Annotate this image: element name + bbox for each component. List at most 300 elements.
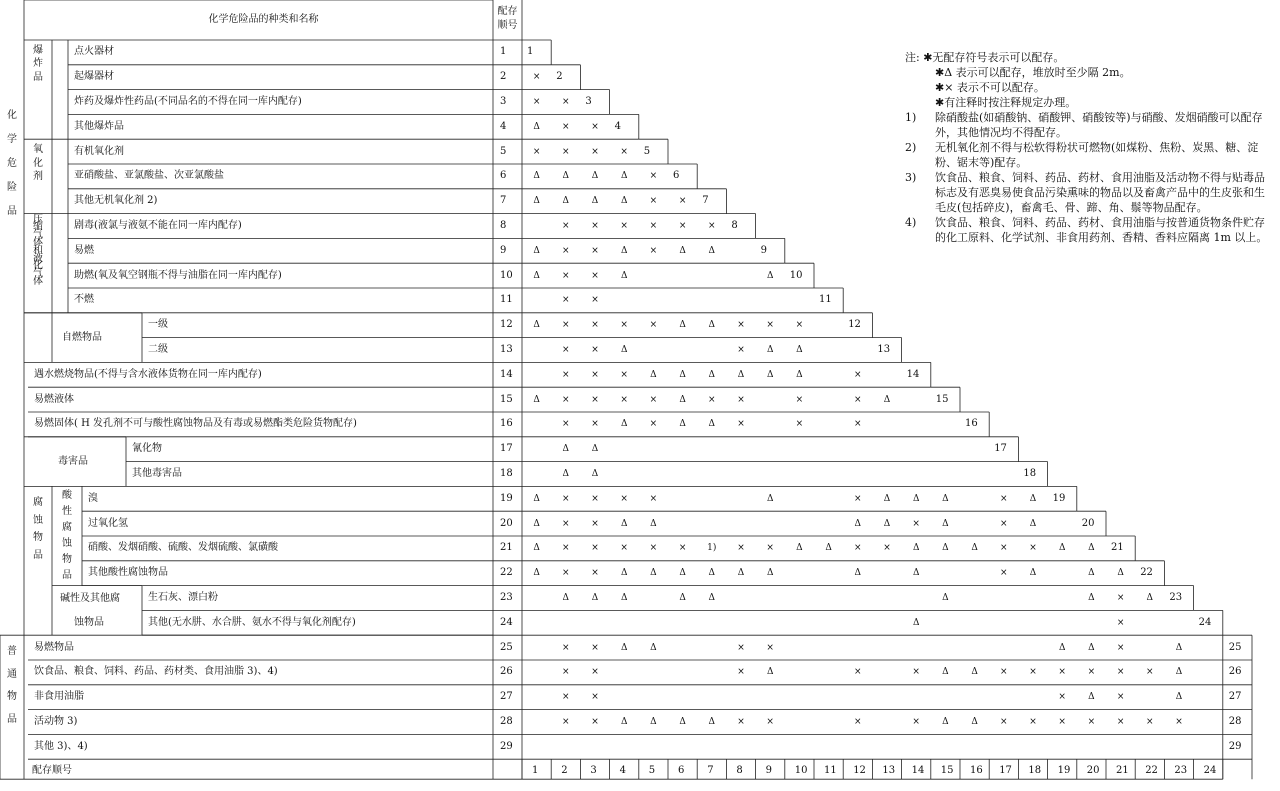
compat-mark: × <box>649 543 658 554</box>
notes-legend-1: 注: ✱无配存符号表示可以配存。 <box>905 51 1065 64</box>
compat-mark: Δ <box>912 493 920 504</box>
compat-mark: Δ <box>766 493 774 504</box>
row-name: 剧毒(液氯与液氨不能在同一库内配存) <box>74 220 242 231</box>
compat-mark: Δ <box>562 469 570 479</box>
note-item-2: 2) 无机氧化剂不得与松软得粉状可燃物(如煤粉、焦粉、炭黑、糖、淀粉、锯末等)配存。 <box>905 141 1259 169</box>
diagonal-number: 2 <box>556 71 563 83</box>
row-name: 其他 3)、4) <box>34 740 88 752</box>
compat-mark: × <box>591 642 599 653</box>
compat-mark: Δ <box>1029 493 1037 504</box>
compat-mark: Δ <box>737 568 745 579</box>
note-item-4: 4) 饮食品、粮食、饲料、药品、药材、食用油脂与按普通货物条件贮存的化工原料、化学试剂、非食用药剂、香精、香料应隔离 1m 以上。 <box>905 216 1268 244</box>
right-number: 26 <box>1228 666 1242 678</box>
compat-mark: × <box>620 320 628 331</box>
notes-legend-2: ✱Δ 表示可以配存，堆放时至少隔 2m。 <box>935 66 1131 79</box>
compat-mark: × <box>591 221 599 231</box>
row-name: 饮食品、粮食、饲料、药品、药材类、食用油脂 3)、4) <box>34 666 278 678</box>
compat-mark: × <box>737 543 745 554</box>
compat-mark: × <box>766 717 774 727</box>
compat-mark: × <box>795 320 804 331</box>
footer-number: 16 <box>970 765 983 777</box>
compat-mark: Δ <box>708 568 716 579</box>
footer-number: 21 <box>1116 765 1129 777</box>
compat-mark: × <box>737 419 745 430</box>
compat-mark: × <box>591 419 599 430</box>
compat-mark: Δ <box>766 568 774 579</box>
compat-mark: Δ <box>679 717 686 727</box>
compat-mark: × <box>620 369 628 380</box>
compat-mark: × <box>591 146 599 157</box>
compat-mark: × <box>620 493 628 504</box>
compat-mark: × <box>795 394 804 405</box>
footer-number: 19 <box>1057 765 1071 777</box>
row-name: 亚硝酸盐、亚氯酸盐、次亚氯酸盐 <box>74 170 224 182</box>
group-yasuo: 压缩气体和液化气体 <box>33 213 43 287</box>
footer-number: 8 <box>736 765 743 777</box>
compat-mark: × <box>854 667 862 678</box>
right-number: 27 <box>1228 691 1242 703</box>
row-number: 18 <box>500 468 513 479</box>
compat-mark: × <box>1000 543 1008 554</box>
right-number: 25 <box>1228 641 1242 653</box>
footer-number: 13 <box>882 765 896 777</box>
compat-mark: Δ <box>533 543 540 554</box>
diagonal-number: 17 <box>994 443 1007 455</box>
compat-mark: × <box>649 493 658 504</box>
row-number: 13 <box>500 344 513 355</box>
footer-number: 10 <box>794 765 808 777</box>
compat-mark: Δ <box>591 469 599 479</box>
compat-mark: × <box>620 394 628 405</box>
row-name: 点火器材 <box>74 46 114 58</box>
compat-mark: × <box>854 419 862 430</box>
row-name: 生石灰、漂白粉 <box>148 592 218 603</box>
compat-mark: 1) <box>707 543 717 554</box>
compat-mark: Δ <box>562 196 570 207</box>
row-number: 1 <box>500 46 507 58</box>
compat-mark: × <box>883 543 891 554</box>
compat-mark: Δ <box>766 667 774 678</box>
compat-mark: × <box>1116 642 1125 653</box>
compat-mark: × <box>854 543 862 554</box>
compat-mark: Δ <box>912 543 920 554</box>
compat-mark: × <box>1175 717 1183 727</box>
compat-mark: × <box>1000 568 1008 579</box>
compat-mark: × <box>620 543 628 554</box>
footer-number: 12 <box>853 765 866 777</box>
footer-number: 3 <box>590 765 597 777</box>
compat-mark: Δ <box>650 518 657 529</box>
compat-mark: Δ <box>942 593 949 603</box>
compat-mark: Δ <box>942 518 949 529</box>
notes-legend-3: ✱× 表示不可以配存。 <box>935 81 1045 94</box>
compat-mark: × <box>912 667 920 678</box>
row-name: 其他无机氧化剂 2) <box>74 195 158 207</box>
compat-mark: × <box>1116 717 1125 727</box>
compat-mark: × <box>854 394 862 405</box>
diagonal-number: 7 <box>702 195 709 207</box>
compat-mark: × <box>591 394 599 405</box>
compat-mark: × <box>1029 717 1037 727</box>
diagonal-number: 20 <box>1081 517 1095 529</box>
compat-mark: × <box>591 345 599 355</box>
compat-mark: × <box>532 146 541 157</box>
footer-number: 4 <box>619 765 626 777</box>
compat-mark: Δ <box>679 593 686 603</box>
row-name: 过氧化氢 <box>88 517 128 529</box>
footer-number: 15 <box>940 765 954 777</box>
compat-mark: × <box>649 419 658 430</box>
col-header-line1: 配存 <box>497 6 518 17</box>
diagonal-number: 22 <box>1140 567 1153 579</box>
compat-mark: Δ <box>1029 568 1037 579</box>
footer-label: 配存顺号 <box>32 765 72 777</box>
row-name: 不燃 <box>74 294 94 306</box>
row-number: 26 <box>500 666 513 678</box>
compat-mark: × <box>562 717 570 727</box>
compat-mark: × <box>1029 667 1037 678</box>
row-number: 28 <box>500 716 513 727</box>
compat-mark: Δ <box>533 121 540 132</box>
row-number: 8 <box>500 220 507 231</box>
row-name: 有机氧化剂 <box>74 145 124 157</box>
row-number: 20 <box>500 517 513 529</box>
compat-mark: Δ <box>620 345 628 355</box>
compat-mark: Δ <box>708 593 716 603</box>
compat-mark: Δ <box>883 518 891 529</box>
compat-mark: × <box>1000 667 1008 678</box>
compat-mark: × <box>562 543 570 554</box>
row-number: 12 <box>500 319 513 331</box>
compat-mark: × <box>591 295 599 306</box>
compat-mark: × <box>795 419 804 430</box>
compat-mark: Δ <box>679 245 686 256</box>
notes-panel <box>905 50 1270 245</box>
compat-mark: Δ <box>620 419 628 430</box>
row-number: 6 <box>500 170 507 182</box>
compat-mark: Δ <box>971 543 978 554</box>
compat-mark: Δ <box>591 171 599 182</box>
compat-mark: × <box>562 295 570 306</box>
compat-mark: Δ <box>679 419 686 430</box>
row-number: 4 <box>500 120 507 132</box>
compat-mark: Δ <box>679 394 686 405</box>
diagonal-number: 6 <box>673 170 680 182</box>
compat-mark: × <box>1146 717 1154 727</box>
compat-mark: × <box>1058 717 1066 727</box>
row-name: 易燃 <box>74 244 94 256</box>
compat-mark: Δ <box>1088 593 1095 603</box>
compat-mark: Δ <box>1117 568 1124 579</box>
right-number: 29 <box>1228 740 1242 752</box>
row-number: 2 <box>500 71 507 83</box>
compat-mark: Δ <box>796 543 803 554</box>
group-ziran: 自燃物品 <box>62 331 102 343</box>
compat-mark: Δ <box>1058 543 1066 554</box>
compat-mark: Δ <box>708 320 716 331</box>
row-name: 易燃固体( H 发孔剂不可与酸性腐蚀物品及有毒或易燃酯类危险货物配存) <box>34 418 357 430</box>
compat-mark: × <box>708 221 716 231</box>
compat-mark: × <box>591 320 599 331</box>
compat-mark: Δ <box>708 717 716 727</box>
compat-mark: × <box>737 394 745 405</box>
compat-mark: × <box>649 245 658 256</box>
compat-mark: × <box>591 518 599 529</box>
row-number: 27 <box>500 691 513 703</box>
compat-mark: Δ <box>942 667 949 678</box>
compat-mark: × <box>562 419 570 430</box>
compat-mark: × <box>737 320 745 331</box>
row-name: 其他爆炸品 <box>74 120 124 132</box>
compat-mark: Δ <box>796 369 803 380</box>
diagonal-number: 5 <box>643 145 651 157</box>
compat-mark: × <box>649 171 658 182</box>
footer-number: 14 <box>911 765 925 777</box>
diagonal-number: 9 <box>760 244 767 256</box>
row-name: 遇水燃烧物品(不得与含水液体货物在同一库内配存) <box>34 368 262 380</box>
compat-mark: Δ <box>942 717 949 727</box>
footer-number: 5 <box>648 765 656 777</box>
diagonal-number: 14 <box>906 368 920 380</box>
compat-mark: × <box>737 345 745 355</box>
compat-mark: Δ <box>620 245 628 256</box>
compat-mark: × <box>1116 692 1125 703</box>
group-fushi: 腐蚀物品 <box>33 497 43 561</box>
compat-mark: Δ <box>854 518 862 529</box>
diagonal-number: 24 <box>1198 616 1212 628</box>
row-name: 非食用油脂 <box>34 691 84 703</box>
group-duhai: 毒害品 <box>58 455 88 467</box>
compat-mark: Δ <box>708 419 716 430</box>
row-number: 23 <box>500 592 513 603</box>
diagonal-number: 16 <box>965 418 978 430</box>
compat-mark: × <box>766 642 774 653</box>
compat-mark: × <box>1058 667 1066 678</box>
compat-mark: Δ <box>942 493 949 504</box>
compat-mark: × <box>532 97 541 107</box>
compat-mark: × <box>562 394 570 405</box>
compat-mark: × <box>1116 593 1125 603</box>
row-number: 22 <box>500 567 513 579</box>
compat-mark: × <box>912 518 920 529</box>
compat-mark: Δ <box>533 270 540 281</box>
diagonal-number: 10 <box>789 269 803 281</box>
compat-mark: Δ <box>1058 642 1066 653</box>
diagonal-number: 13 <box>877 344 891 355</box>
compat-mark: Δ <box>912 568 920 579</box>
compat-mark: Δ <box>533 394 540 405</box>
compat-mark: Δ <box>650 717 657 727</box>
notes-legend-4: ✱有注释时按注释规定办理。 <box>935 96 1077 109</box>
compat-mark: × <box>649 221 658 231</box>
group-suanxing: 酸性腐蚀物品 <box>62 490 72 582</box>
compat-mark: × <box>562 518 570 529</box>
compat-mark: Δ <box>533 196 540 207</box>
footer-number: 2 <box>561 765 568 777</box>
compat-mark: Δ <box>1146 593 1154 603</box>
row-name: 易燃物品 <box>34 641 74 653</box>
compat-mark: × <box>562 320 570 331</box>
compat-mark: Δ <box>591 593 599 603</box>
compat-mark: Δ <box>679 320 686 331</box>
compat-mark: × <box>854 369 862 380</box>
compat-mark: Δ <box>854 568 862 579</box>
compat-mark: Δ <box>971 717 978 727</box>
footer-number: 17 <box>999 765 1012 777</box>
compat-mark: × <box>854 717 862 727</box>
compat-mark: × <box>766 543 774 554</box>
compat-mark: Δ <box>1175 692 1183 703</box>
compat-mark: Δ <box>912 617 920 628</box>
compat-mark: × <box>562 369 570 380</box>
compat-mark: Δ <box>533 320 540 331</box>
compat-mark: Δ <box>620 642 628 653</box>
compat-mark: × <box>1087 667 1096 678</box>
diagonal-number: 1 <box>527 46 534 58</box>
row-number: 7 <box>500 195 507 207</box>
compat-mark: Δ <box>591 444 599 455</box>
group-baozha: 爆炸品 <box>33 45 43 83</box>
row-number: 11 <box>500 294 513 306</box>
row-number: 29 <box>500 740 513 752</box>
compat-mark: × <box>562 692 570 703</box>
compat-mark: Δ <box>766 369 774 380</box>
footer-number: 20 <box>1086 765 1100 777</box>
compat-mark: Δ <box>971 667 978 678</box>
compat-mark: × <box>1146 667 1154 678</box>
compat-mark: × <box>591 568 599 579</box>
row-number: 5 <box>500 145 507 157</box>
compat-mark: × <box>562 221 570 231</box>
compat-mark: × <box>562 146 570 157</box>
compat-mark: × <box>591 717 599 727</box>
compat-mark: Δ <box>1029 518 1037 529</box>
compat-mark: Δ <box>591 196 599 207</box>
compat-mark: × <box>591 121 599 132</box>
compat-mark: Δ <box>620 518 628 529</box>
diagonal-number: 21 <box>1111 542 1124 554</box>
group-putong: 普通物品 <box>7 646 17 725</box>
compat-mark: Δ <box>620 717 628 727</box>
compat-mark: Δ <box>825 543 832 554</box>
compat-mark: Δ <box>679 369 686 380</box>
compat-mark: Δ <box>737 369 745 380</box>
row-name: 易燃液体 <box>34 393 74 405</box>
compat-mark: Δ <box>533 518 540 529</box>
col-header-line2: 顺号 <box>497 20 518 31</box>
row-number: 3 <box>500 96 507 107</box>
row-number: 25 <box>500 641 513 653</box>
compat-mark: Δ <box>533 171 540 182</box>
compat-mark: Δ <box>1175 667 1183 678</box>
compat-mark: × <box>562 245 570 256</box>
compat-mark: Δ <box>620 593 628 603</box>
compat-mark: Δ <box>620 270 628 281</box>
compat-mark: × <box>562 345 570 355</box>
diagonal-number: 3 <box>585 96 592 107</box>
diagonal-number: 12 <box>848 319 861 331</box>
row-name: 一级 <box>148 319 168 331</box>
diagonal-number: 19 <box>1052 492 1066 504</box>
compat-mark: Δ <box>650 642 657 653</box>
compat-mark: × <box>708 394 716 405</box>
row-name: 助燃(氧及氧空钢瓶不得与油脂在同一库内配存) <box>74 269 282 281</box>
footer-number: 23 <box>1174 765 1188 777</box>
compat-mark: × <box>620 146 628 157</box>
diagonal-number: 15 <box>935 393 949 405</box>
compat-mark: × <box>562 642 570 653</box>
compat-mark: × <box>766 320 774 331</box>
row-name: 活动物 3) <box>34 716 78 727</box>
compat-mark: Δ <box>708 369 716 380</box>
row-number: 14 <box>500 368 513 380</box>
compat-mark: × <box>532 72 541 83</box>
diagonal-number: 18 <box>1023 468 1037 479</box>
compat-mark: Δ <box>1175 642 1183 653</box>
compat-mark: × <box>737 717 745 727</box>
compat-mark: × <box>649 196 658 207</box>
compat-mark: Δ <box>1088 568 1095 579</box>
compat-mark: × <box>1000 518 1008 529</box>
diagonal-number: 23 <box>1169 592 1183 603</box>
group-yanghua: 氧化剂 <box>33 144 43 182</box>
group-jianxing-1: 碱性及其他腐 <box>60 592 120 604</box>
compat-mark: × <box>591 369 599 380</box>
compat-mark: × <box>562 121 570 132</box>
row-number: 24 <box>500 616 513 628</box>
compat-mark: × <box>649 394 658 405</box>
compat-mark: × <box>562 667 570 678</box>
row-number: 10 <box>500 269 513 281</box>
compat-mark: × <box>649 320 658 331</box>
compat-mark: × <box>562 97 570 107</box>
row-name: 溴 <box>88 492 98 504</box>
footer-number: 18 <box>1028 765 1042 777</box>
compat-mark: Δ <box>533 245 540 256</box>
compat-mark: × <box>1000 717 1008 727</box>
compat-mark: Δ <box>883 394 891 405</box>
compat-mark: × <box>1116 617 1125 628</box>
row-name: 炸药及爆炸性药品(不同品名的不得在同一库内配存) <box>74 96 302 107</box>
compat-mark: × <box>591 692 599 703</box>
compat-mark: Δ <box>620 196 628 207</box>
compat-mark: × <box>591 493 599 504</box>
compat-mark: Δ <box>562 593 570 603</box>
compat-mark: × <box>1087 717 1096 727</box>
row-number: 16 <box>500 418 513 430</box>
notes-title: 注: <box>905 51 920 64</box>
compat-mark: × <box>737 667 745 678</box>
compat-mark: × <box>591 270 599 281</box>
footer-number: 7 <box>707 765 714 777</box>
compat-mark: Δ <box>650 568 657 579</box>
row-name: 其他酸性腐蚀物品 <box>88 567 168 579</box>
compat-mark: Δ <box>883 493 891 504</box>
compat-mark: Δ <box>562 171 570 182</box>
diagonal-number: 4 <box>614 120 621 132</box>
group-huaxue: 化学危险品 <box>7 110 17 218</box>
footer-number: 1 <box>532 765 539 777</box>
compat-mark: × <box>591 543 599 554</box>
compat-mark: × <box>591 667 599 678</box>
row-number: 19 <box>500 492 513 504</box>
compat-mark: Δ <box>650 369 657 380</box>
footer-number: 11 <box>824 765 837 777</box>
row-name: 硝酸、发烟硝酸、硫酸、发烟硫酸、氯磺酸 <box>88 542 278 554</box>
compat-mark: Δ <box>766 270 774 281</box>
row-name: 其他(无水肼、水合肼、氨水不得与氧化剂配存) <box>148 616 356 628</box>
compat-mark: Δ <box>942 543 949 554</box>
